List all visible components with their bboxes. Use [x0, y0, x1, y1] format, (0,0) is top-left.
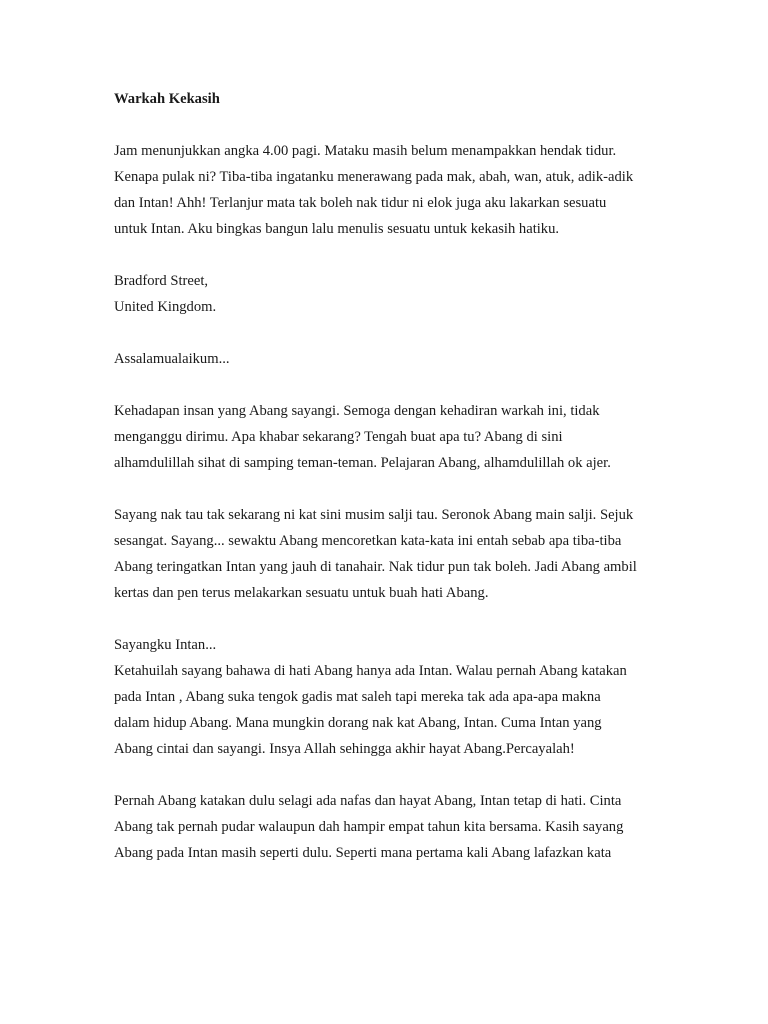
text-line: kertas dan pen terus melakarkan sesuatu untuk buah hati Abang. [114, 585, 489, 601]
text-line: untuk Intan. Aku bingkas bangun lalu menulis sesuatu untuk kekasih hatiku. [114, 221, 560, 237]
text-line: Abang pada Intan masih seperti dulu. Seperti mana pertama kali Abang lafazkan kata [114, 845, 612, 861]
text-line: pada Intan , Abang suka tengok gadis mat saleh tapi mereka tak ada apa-apa makna [114, 689, 601, 705]
text-line: Sayang nak tau tak sekarang ni kat sini musim salji tau. Seronok Abang main salji. Sejuk [114, 507, 634, 523]
text-line: alhamdulillah sihat di samping teman-teman. Pelajaran Abang, alhamdulillah ok ajer. [114, 455, 611, 471]
text-line: Sayangku Intan... [114, 637, 217, 653]
text-line: dan Intan! Ahh! Terlanjur mata tak boleh nak tidur ni elok juga aku lakarkan sesuatu [114, 195, 607, 211]
paragraph [114, 502, 674, 606]
paragraph [114, 346, 674, 372]
paragraph [114, 632, 674, 762]
text-line: menganggu dirimu. Apa khabar sekarang? Tengah buat apa tu? Abang di sini [114, 429, 563, 445]
paragraphs-container [114, 138, 674, 866]
text-line: Kenapa pulak ni? Tiba-tiba ingatanku menerawang pada mak, abah, wan, atuk, adik-adik [114, 169, 634, 185]
text-line: Bradford Street, [114, 273, 209, 289]
paragraph [114, 138, 674, 242]
document-body [114, 86, 674, 892]
paragraph [114, 398, 674, 476]
text-line: Abang tak pernah pudar walaupun dah hampir empat tahun kita bersama. Kasih sayang [114, 819, 624, 835]
document-title: Warkah Kekasih [114, 91, 220, 107]
text-line: United Kingdom. [114, 299, 217, 315]
text-line: Kehadapan insan yang Abang sayangi. Semoga dengan kehadiran warkah ini, tidak [114, 403, 600, 419]
text-line: Jam menunjukkan angka 4.00 pagi. Mataku masih belum menampakkan hendak tidur. [114, 143, 617, 159]
text-line: Abang teringatkan Intan yang jauh di tanahair. Nak tidur pun tak boleh. Jadi Abang ambil [114, 559, 637, 575]
paragraph [114, 788, 674, 866]
text-line: Ketahuilah sayang bahawa di hati Abang hanya ada Intan. Walau pernah Abang katakan [114, 663, 627, 679]
text-line: Pernah Abang katakan dulu selagi ada nafas dan hayat Abang, Intan tetap di hati. Cinta [114, 793, 622, 809]
text-line: dalam hidup Abang. Mana mungkin dorang nak kat Abang, Intan. Cuma Intan yang [114, 715, 602, 731]
text-line: sesangat. Sayang... sewaktu Abang mencoretkan kata-kata ini entah sebab apa tiba-tiba [114, 533, 622, 549]
text-line: Abang cintai dan sayangi. Insya Allah sehingga akhir hayat Abang.Percayalah! [114, 741, 575, 757]
paragraph [114, 268, 674, 320]
text-line: Assalamualaikum... [114, 351, 230, 367]
